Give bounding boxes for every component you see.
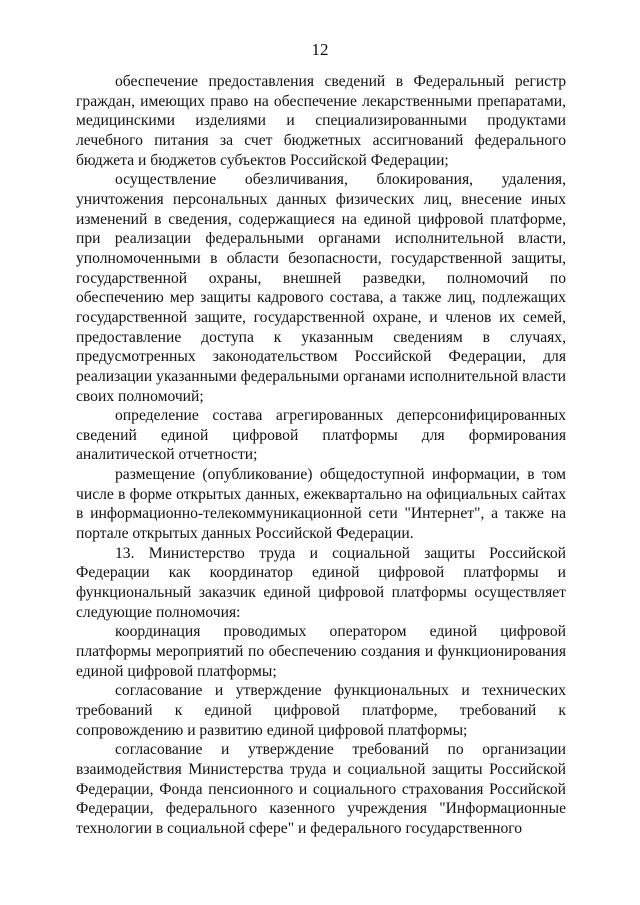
paragraph-ministry-powers: 13. Министерство труда и социальной защиты Российской Федерации как координатор единой цифровой платформы и функциональный заказчик единой цифровой платформы осуществляет следующие полномочия: <box>76 544 566 621</box>
document-body <box>76 72 566 839</box>
paragraph-aggregated-data: определение состава агрегированных деперсонифицированных сведений единой цифровой платформы для формирования аналитической отчетности; <box>76 407 566 464</box>
paragraph-coordination: координация проводимых оператором единой цифровой платформы мероприятий по обеспечению создания и функционирования единой цифровой платформы; <box>76 623 566 680</box>
paragraph-register-provision: обеспечение предоставления сведений в Федеральный регистр граждан, имеющих право на обеспечение лекарственными препаратами, медицинскими изделиями и специализированными продуктами лечебного питания за счет бюджетных ассигнований федерального бюджета и бюджетов субъектов Российской Федерации; <box>76 73 566 169</box>
paragraph-open-data-publication: размещение (опубликование) общедоступной информации, в том числе в форме открытых данных, ежеквартально на официальных сайтах в информационно-телекоммуникационной сети "Интернет", а также на портале открытых данных Российской Федерации. <box>76 466 566 543</box>
paragraph-requirements-approval: согласование и утверждение функциональных и технических требований к единой цифровой платформе, требований к сопровождению и развитию единой цифровой платформы; <box>76 682 566 739</box>
paragraph-depersonalization: осуществление обезличивания, блокирования, удаления, уничтожения персональных данных физических лиц, внесение иных изменений в сведения, содержащиеся на единой цифровой платформе, при реализации федеральными органами исполнительной власти, уполномоченными в области безопасности, государственной защиты, государственной охраны, внешней разведки, полномочий по обеспечению мер защиты кадрового состава, а также лиц, подлежащих государственной защите, государственной охране, и членов их семей, предоставление доступа к указанным сведениям в случаях, предусмотренных законодательством Российской Федерации, для реализации указанными федеральными органами исполнительной власти своих полномочий; <box>76 171 566 405</box>
paragraph-interaction-requirements: согласование и утверждение требований по организации взаимодействия Министерства труда и социальной защиты Российской Федерации, Фонда пенсионного и социального страхования Российской Федерации, федерального казенного учреждения "Информационные технологии в социальной сфере" и федерального государственного <box>76 741 566 837</box>
page-number: 12 <box>311 40 329 59</box>
